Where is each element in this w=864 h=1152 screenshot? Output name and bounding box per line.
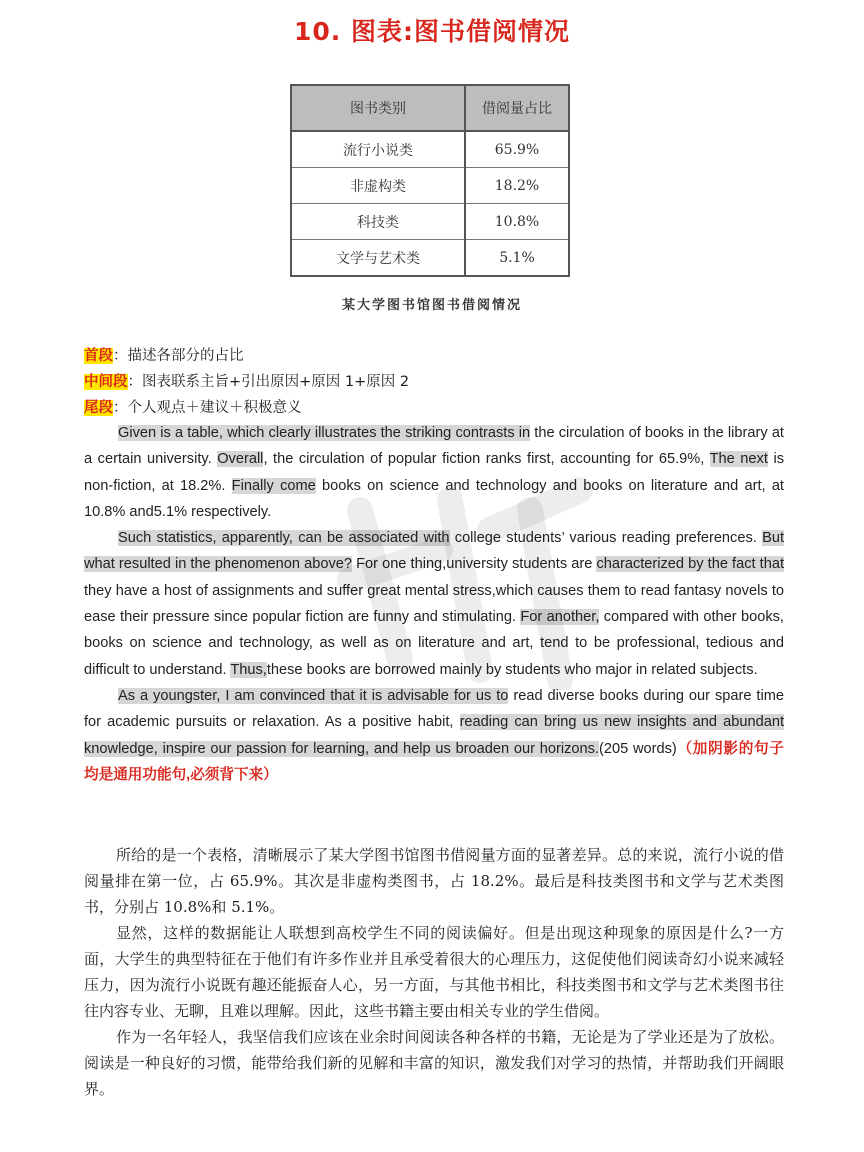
essay-en-paragraph-1 (84, 420, 784, 525)
shaded-phrase: But what resulted in the phenomenon above? (84, 530, 784, 573)
essay-text: they have a host of assignments and suffer great mental stress,which causes them to read fantasy novels to ease their pressure since popular fiction are funny and stimulating. (84, 582, 784, 626)
table-row (291, 204, 569, 240)
shaded-phrase: As a youngster, I am convinced that it is advisable for us to (118, 687, 509, 704)
table-row (291, 168, 569, 204)
outline-label: 尾段 (84, 400, 113, 416)
outline-label: 首段 (84, 348, 113, 364)
shaded-phrase: reading can bring us new insights and abundant knowledge, inspire our passion for learning, and help us broaden our horizons. (84, 714, 784, 757)
outline-line-middle (84, 369, 784, 395)
shaded-phrase: Finally come (231, 477, 316, 494)
table-cell-share: 18.2% (465, 168, 569, 204)
outline-text: ：个人观点＋建议＋积极意义 (113, 400, 302, 416)
table-cell-category: 科技类 (291, 204, 465, 240)
shaded-phrase: The next (709, 451, 768, 468)
table-header-share: 借阅量占比 (465, 85, 569, 131)
table-cell-share: 5.1% (465, 240, 569, 277)
table-header-row (291, 85, 569, 131)
shaded-phrase: Given is a table, which clearly illustrates the striking contrasts in (118, 425, 531, 441)
essay-text: college students’ various reading preferences. (449, 530, 763, 547)
memorize-note: （加阴影的句子均是通用功能句,必须背下来） (84, 740, 784, 783)
outline-text: ：图表联系主旨+引出原因+原因 1+原因 2 (127, 374, 410, 390)
essay-text: , the circulation of popular fiction ranks first, accounting for 65.9%, (263, 451, 710, 468)
table-cell-category: 非虚构类 (291, 168, 465, 204)
borrowing-table (290, 84, 570, 277)
essay-chinese (84, 842, 784, 1102)
outline-line-first (84, 343, 784, 369)
page-title: 10. 图表:图书借阅情况 (294, 17, 570, 46)
essay-text: read diverse books during our spare time for academic pursuits or relaxation. As a positive habit, (84, 687, 784, 731)
essay-text: books on science and technology and books on literature and art, at 10.8% and5.1% respectively. (84, 477, 784, 520)
shaded-phrase: For another, (520, 609, 600, 626)
outline-label: 中间段 (84, 374, 128, 390)
shaded-phrase: Such statistics, apparently, can be associated with (118, 530, 450, 547)
word-count: (205 words) (598, 740, 677, 757)
essay-text: compared with other books, books on science and technology, as well as on literature and art, tend to be professional, tedious and difficult to understand. (84, 609, 784, 678)
essay-text: is non-fiction, at 18.2%. (84, 451, 784, 494)
shaded-phrase: Overall (217, 451, 264, 468)
table-cell-category: 文学与艺术类 (291, 240, 465, 277)
table-cell-share: 10.8% (465, 204, 569, 240)
essay-text: For one thing,university students are (351, 556, 597, 573)
essay-zh-paragraph-1: 所给的是一个表格，清晰展示了某大学图书馆图书借阅量方面的显著差异。总的来说，流行小说的借阅量排在第一位，占 65.9%。其次是非虚构类图书，占 18.2%。最后是科技类图书和文学与艺术类图书，分别占 10.8%和 5.1%。 (84, 846, 784, 916)
table-cell-share: 65.9% (465, 131, 569, 168)
table-row (291, 131, 569, 168)
outline-line-last (84, 395, 784, 421)
essay-en-paragraph-2 (84, 525, 784, 683)
essay-en-paragraph-3 (84, 683, 784, 788)
essay-zh-paragraph-2: 显然，这样的数据能让人联想到高校学生不同的阅读偏好。但是出现这种现象的原因是什么?一方面，大学生的典型特征在于他们有许多作业并且承受着很大的心理压力，这促使他们阅读奇幻小说来减轻压力，因为流行小说既有趣还能振奋人心，另一方面，与其他书相比，科技类图书和文学与艺术类图书往往内容专业、无聊，且难以理解。因此，这些书籍主要由相关专业的学生借阅。 (84, 924, 784, 1020)
essay-zh-paragraph-3: 作为一名年轻人，我坚信我们应该在业余时间阅读各种各样的书籍，无论是为了学业还是为了放松。阅读是一种良好的习惯，能带给我们新的见解和丰富的知识，激发我们对学习的热情，并帮助我们开阔眼界。 (84, 1028, 784, 1098)
table-cell-category: 流行小说类 (291, 131, 465, 168)
table-caption: 某大学图书馆图书借阅情况 (341, 298, 522, 313)
shaded-phrase: characterized by the fact that (596, 556, 785, 573)
structure-outline (84, 343, 784, 421)
table-header-category: 图书类别 (291, 85, 465, 131)
essay-english (84, 420, 784, 788)
outline-text: ：描述各部分的占比 (113, 348, 244, 364)
essay-text: these books are borrowed mainly by students who major in related subjects. (266, 661, 758, 678)
table-row (291, 240, 569, 277)
shaded-phrase: Thus, (230, 661, 267, 678)
essay-text: the circulation of books in the library at a certain university. (84, 425, 784, 468)
